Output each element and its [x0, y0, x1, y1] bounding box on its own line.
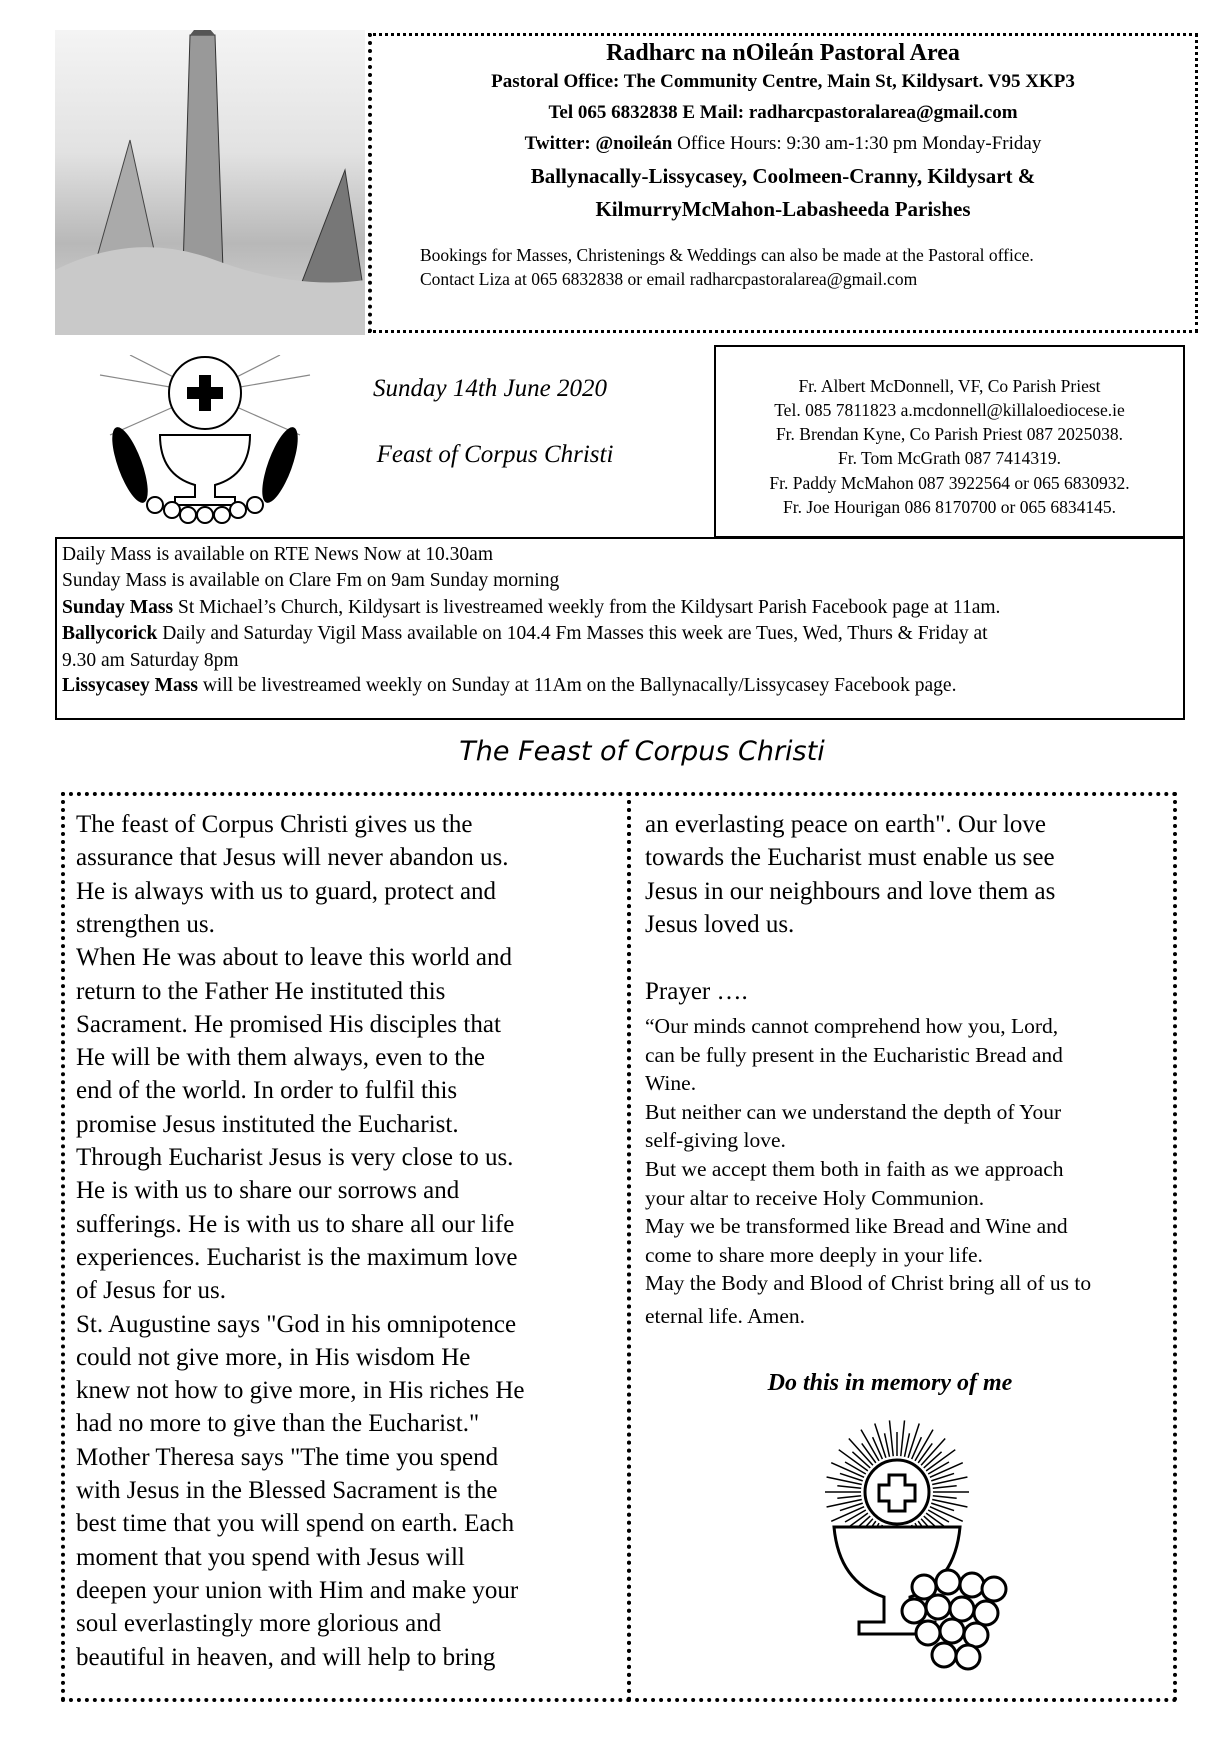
body-line: return to the Father He instituted this — [76, 977, 446, 1005]
body-line: best time that you will spend on earth. Each — [76, 1510, 515, 1538]
mass-line-bold: Lissycasey Mass — [62, 675, 198, 696]
body-line: The feast of Corpus Christi gives us the — [76, 811, 473, 838]
body-line: deepen your union with Him and make your — [76, 1576, 519, 1604]
chalice-host-wheat-icon — [60, 355, 350, 525]
hours-line — [368, 133, 1198, 155]
prayer-line: can be fully present in the Eucharistic Bread and — [645, 1042, 1063, 1067]
mass-line-text: Daily and Saturday Vigil Mass available on 104.4 Fm Masses this week are Tues, Wed, Thurs & Friday at — [157, 623, 988, 644]
prayer-line: eternal life. Amen. — [645, 1304, 805, 1328]
mass-line — [62, 675, 956, 697]
priest-line: Fr. Brendan Kyne, Co Parish Priest 087 2025038. — [775, 424, 1124, 444]
mass-line-text: St Michael’s Church, Kildysart is livestreamed weekly from the Kildysart Parish Facebook page at 11am. — [173, 597, 1001, 618]
body-line: He is always with us to guard, protect and — [76, 877, 497, 905]
body-line: experiences. Eucharist is the maximum love — [76, 1243, 518, 1271]
mass-line: Sunday Mass is available on Clare Fm on 9am Sunday morning — [62, 570, 560, 591]
body-line: Sacrament. He promised His disciples that — [76, 1010, 501, 1038]
bookings-line-2: Contact Liza at 065 6832838 or email radharcpastoralarea@gmail.com — [420, 269, 918, 289]
body-line: could not give more, in His wisdom He — [76, 1343, 471, 1371]
prayer-line: But neither can we understand the depth of Your — [645, 1099, 1062, 1124]
mass-line-bold: Ballycorick — [62, 623, 158, 644]
pastoral-area-title: Radharc na nOileán Pastoral Area — [606, 40, 960, 66]
mass-line-bold: Sunday Mass — [62, 597, 174, 618]
body-line: strengthen us. — [76, 910, 215, 938]
mass-line-text: will be livestreamed weekly on Sunday at 11Am on the Ballynacally/Lissycasey Facebook page. — [197, 675, 957, 696]
priest-line: Tel. 085 7811823 a.mcdonnell@killaloediocese.ie — [774, 400, 1125, 420]
church-ruins-drawing — [55, 30, 365, 335]
body-line: towards the Eucharist must enable us see — [645, 844, 1055, 872]
mass-line — [62, 623, 988, 645]
body-line: soul everlastingly more glorious and — [76, 1610, 442, 1638]
body-line: Jesus loved us. — [645, 910, 795, 938]
office-hours: Office Hours: 9:30 am-1:30 pm Monday-Friday — [677, 133, 1042, 154]
mass-line: Daily Mass is available on RTE News Now at 10.30am — [62, 544, 493, 565]
prayer-line: May we be transformed like Bread and Wine and — [645, 1214, 1068, 1239]
prayer-line: come to share more deeply in your life. — [645, 1242, 983, 1267]
prayer-line: But we accept them both in faith as we approach — [645, 1157, 1064, 1181]
body-line: an everlasting peace on earth". Our love — [645, 811, 1047, 838]
body-line: promise Jesus instituted the Eucharist. — [76, 1110, 459, 1138]
priest-line: Fr. Paddy McMahon 087 3922564 or 065 6830932. — [769, 473, 1130, 493]
prayer-line: self-giving love. — [645, 1128, 786, 1153]
body-line: Mother Theresa says "The time you spend — [76, 1443, 499, 1471]
bookings-line-1: Bookings for Masses, Christenings & Weddings can also be made at the Pastoral office. — [420, 245, 1034, 265]
priest-line: Fr. Joe Hourigan 086 8170700 or 065 6834145. — [783, 497, 1116, 517]
body-line: When He was about to leave this world and — [76, 944, 512, 972]
body-line: He is with us to share our sorrows and — [76, 1177, 460, 1205]
body-line: with Jesus in the Blessed Sacrament is the — [76, 1477, 498, 1504]
priest-line: Fr. Tom McGrath 087 7414319. — [837, 448, 1062, 468]
closing-phrase: Do this in memory of me — [767, 1370, 1013, 1396]
body-line: knew not how to give more, in His riches He — [76, 1377, 525, 1405]
body-line: of Jesus for us. — [76, 1277, 226, 1305]
twitter-handle: Twitter: @noileán — [524, 133, 673, 154]
prayer-line: May the Body and Blood of Christ bring all of us to — [645, 1271, 1092, 1296]
parishes-line-2: KilmurryMcMahon-Labasheeda Parishes — [595, 197, 971, 221]
body-line: Through Eucharist Jesus is very close to us. — [76, 1144, 514, 1171]
contact-line: Tel 065 6832838 E Mail: radharcpastoralarea@gmail.com — [548, 102, 1018, 123]
body-line: St. Augustine says "God in his omnipotence — [76, 1310, 517, 1338]
body-line: had no more to give than the Eucharist." — [76, 1410, 480, 1438]
prayer-label: Prayer …. — [645, 978, 748, 1005]
body-line: end of the world. In order to fulfil this — [76, 1077, 458, 1105]
mass-line — [62, 597, 1000, 619]
office-address: Pastoral Office: The Community Centre, Main St, Kildysart. V95 XKP3 — [491, 71, 1075, 92]
body-line: sufferings. He is with us to share all our life — [76, 1210, 515, 1238]
monstrance-chalice-icon — [764, 1417, 1030, 1672]
body-line: beautiful in heaven, and will help to bring — [76, 1643, 496, 1671]
section-title: The Feast of Corpus Christi — [459, 736, 825, 767]
sunday-date: Sunday 14th June 2020 — [373, 375, 607, 402]
prayer-line: Wine. — [645, 1071, 697, 1096]
feast-name: Feast of Corpus Christi — [376, 441, 614, 468]
body-line: Jesus in our neighbours and love them as — [645, 877, 1056, 905]
priest-line: Fr. Albert McDonnell, VF, Co Parish Priest — [798, 376, 1101, 396]
prayer-line: “Our minds cannot comprehend how you, Lord, — [645, 1014, 1059, 1038]
parishes-line-1: Ballynacally-Lissycasey, Coolmeen-Cranny, Kildysart & — [530, 164, 1036, 188]
mass-line: 9.30 am Saturday 8pm — [62, 650, 239, 671]
body-line: assurance that Jesus will never abandon us. — [76, 844, 509, 872]
body-line: moment that you spend with Jesus will — [76, 1543, 465, 1571]
prayer-line: your altar to receive Holy Communion. — [645, 1185, 985, 1210]
body-line: He will be with them always, even to the — [76, 1044, 485, 1072]
